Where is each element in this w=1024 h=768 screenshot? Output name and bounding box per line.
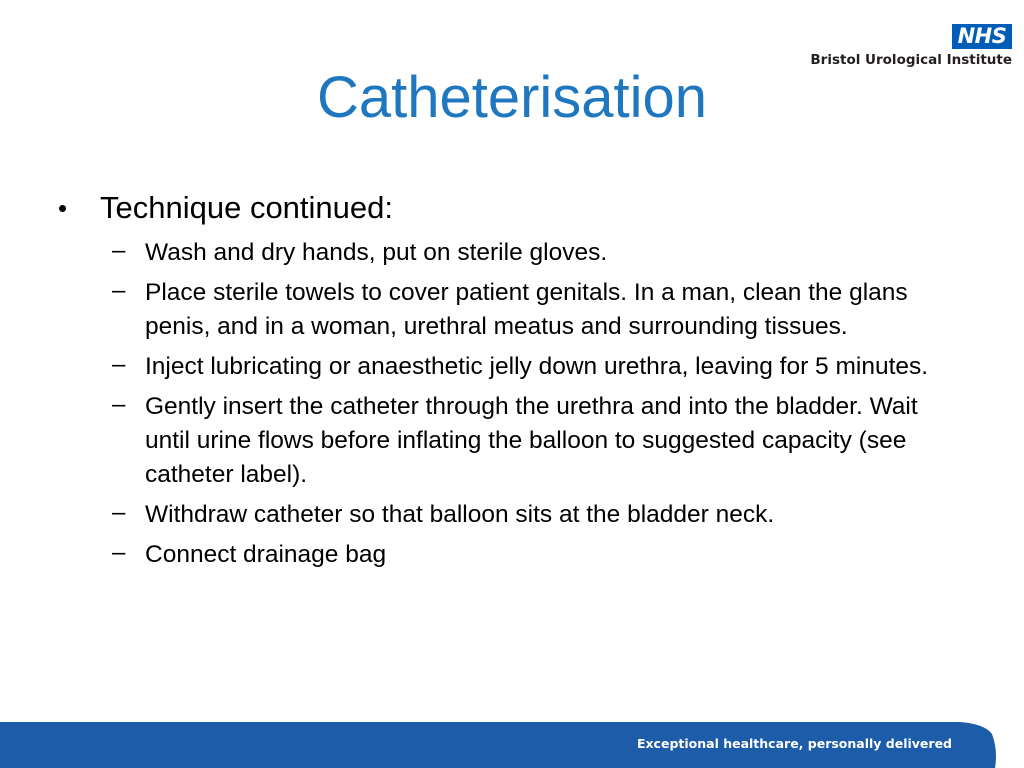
step-item <box>0 498 1024 532</box>
step-text: Place sterile towels to cover patient genitals. In a man, clean the glans penis, and in a woman, urethral meatus and surrounding tissues. <box>145 279 908 340</box>
step-text: Connect drainage bag <box>145 541 387 568</box>
bullet-dot-icon: • <box>58 193 68 223</box>
step-item <box>0 236 1024 270</box>
step-text: Gently insert the catheter through the urethra and into the bladder. Wait until urine flows before inflating the balloon to suggested capacity (see catheter label). <box>145 393 918 488</box>
dash-icon: – <box>112 391 126 418</box>
dash-icon: – <box>112 499 126 526</box>
step-text: Withdraw catheter so that balloon sits at the bladder neck. <box>145 501 775 528</box>
nhs-badge: NHS <box>952 24 1012 49</box>
dash-icon: – <box>112 351 126 378</box>
step-item <box>0 538 1024 572</box>
main-bullet <box>0 186 1024 230</box>
slide-content <box>0 186 1024 578</box>
dash-icon: – <box>112 539 126 566</box>
footer-band <box>0 722 1024 768</box>
step-list <box>0 236 1024 572</box>
dash-icon: – <box>112 237 126 264</box>
dash-icon: – <box>112 277 126 304</box>
step-text: Inject lubricating or anaesthetic jelly down urethra, leaving for 5 minutes. <box>145 353 929 380</box>
footer-tagline: Exceptional healthcare, personally delivered <box>636 736 952 751</box>
organisation-name: Bristol Urological Institute <box>810 52 1012 68</box>
step-text: Wash and dry hands, put on sterile gloves. <box>145 239 608 266</box>
step-item <box>0 350 1024 384</box>
step-item <box>0 390 1024 492</box>
step-item <box>0 276 1024 344</box>
main-bullet-text: Technique continued: <box>100 190 394 225</box>
slide-title: Catheterisation <box>316 65 708 130</box>
